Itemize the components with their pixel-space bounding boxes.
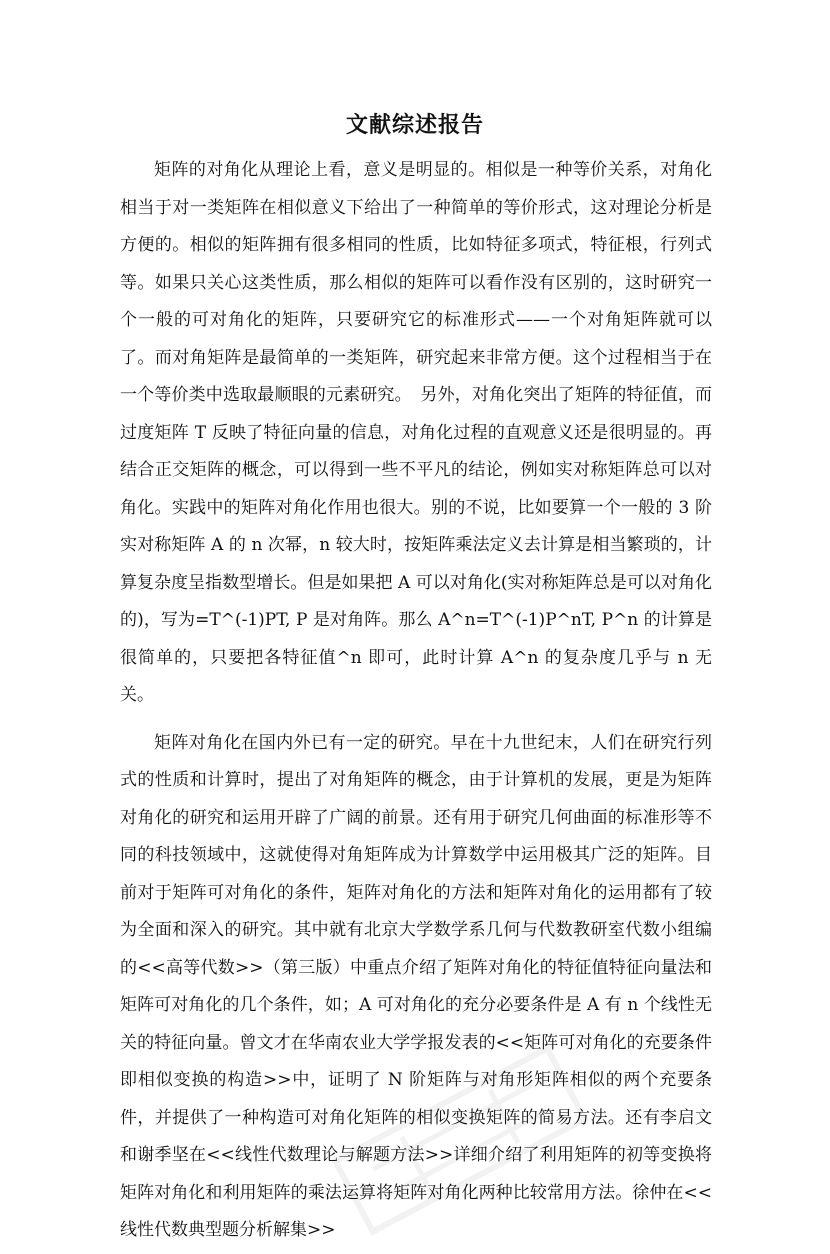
document-body — [120, 152, 712, 1250]
paragraph-1: 矩阵的对角化从理论上看，意义是明显的。相似是一种等价关系，对角化相当于对一类矩阵在相似意义下给出了一种简单的等价形式，这对理论分析是方便的。相似的矩阵拥有很多相同的性质，比如特征多项式，特征根，行列式等。如果只关心这类性质，那么相似的矩阵可以看作没有区别的，这时研究一个一般的可对角化的矩阵，只要研究它的标准形式——一个对角矩阵就可以了。而对角矩阵是最简单的一类矩阵，研究起来非常方便。这个过程相当于在一个等价类中选取最顺眼的元素研究。 另外，对角化突出了矩阵的特征值，而过度矩阵 T 反映了特征向量的信息，对角化过程的直观意义还是很明显的。再结合正交矩阵的概念，可以得到一些不平凡的结论，例如实对称矩阵总可以对角化。实践中的矩阵对角化作用也很大。别的不说，比如要算一个一般的 3 阶实对称矩阵 A 的 n 次幂，n 较大时，按矩阵乘法定义去计算是相当繁琐的，计算复杂度呈指数型增长。但是如果把 A 可以对角化(实对称矩阵总是可以对角化的)，写为=T^(-1)PT, P 是对角阵。那么 A^n=T^(-1)P^nT, P^n 的计算是很简单的，只要把各特征值^n 即可，此时计算 A^n 的复杂度几乎与 n 无关。 — [120, 160, 712, 705]
page-title: 文献综述报告 — [345, 113, 484, 138]
paragraph-2: 矩阵对角化在国内外已有一定的研究。早在十九世纪末，人们在研究行列式的性质和计算时，提出了对角矩阵的概念，由于计算机的发展，更是为矩阵对角化的研究和运用开辟了广阔的前景。还有用于研究几何曲面的标准形等不同的科技领域中，这就使得对角矩阵成为计算数学中运用极其广泛的矩阵。目前对于矩阵可对角化的条件，矩阵对角化的方法和矩阵对角化的运用都有了较为全面和深入的研究。其中就有北京大学数学系几何与代数教研室代数小组编的<<高等代数>>（第三版）中重点介绍了矩阵对角化的特征值特征向量法和矩阵可对角化的几个条件，如；A 可对角化的充分必要条件是 A 有 n 个线性无关的特征向量。曾文才在华南农业大学学报发表的<<矩阵可对角化的充要条件即相似变换的构造>>中，证明了 N 阶矩阵与对角形矩阵相似的两个充要条件，并提供了一种构造可对角化矩阵的相似变换矩阵的简易方法。还有李启文和谢季坚在<<线性代数理论与解题方法>>详细介绍了利用矩阵的初等变换将矩阵对角化和利用矩阵的乘法运算将矩阵对角化两种比较常用方法。徐仲在<<线性代数典型题分析解集>> — [120, 732, 712, 1240]
